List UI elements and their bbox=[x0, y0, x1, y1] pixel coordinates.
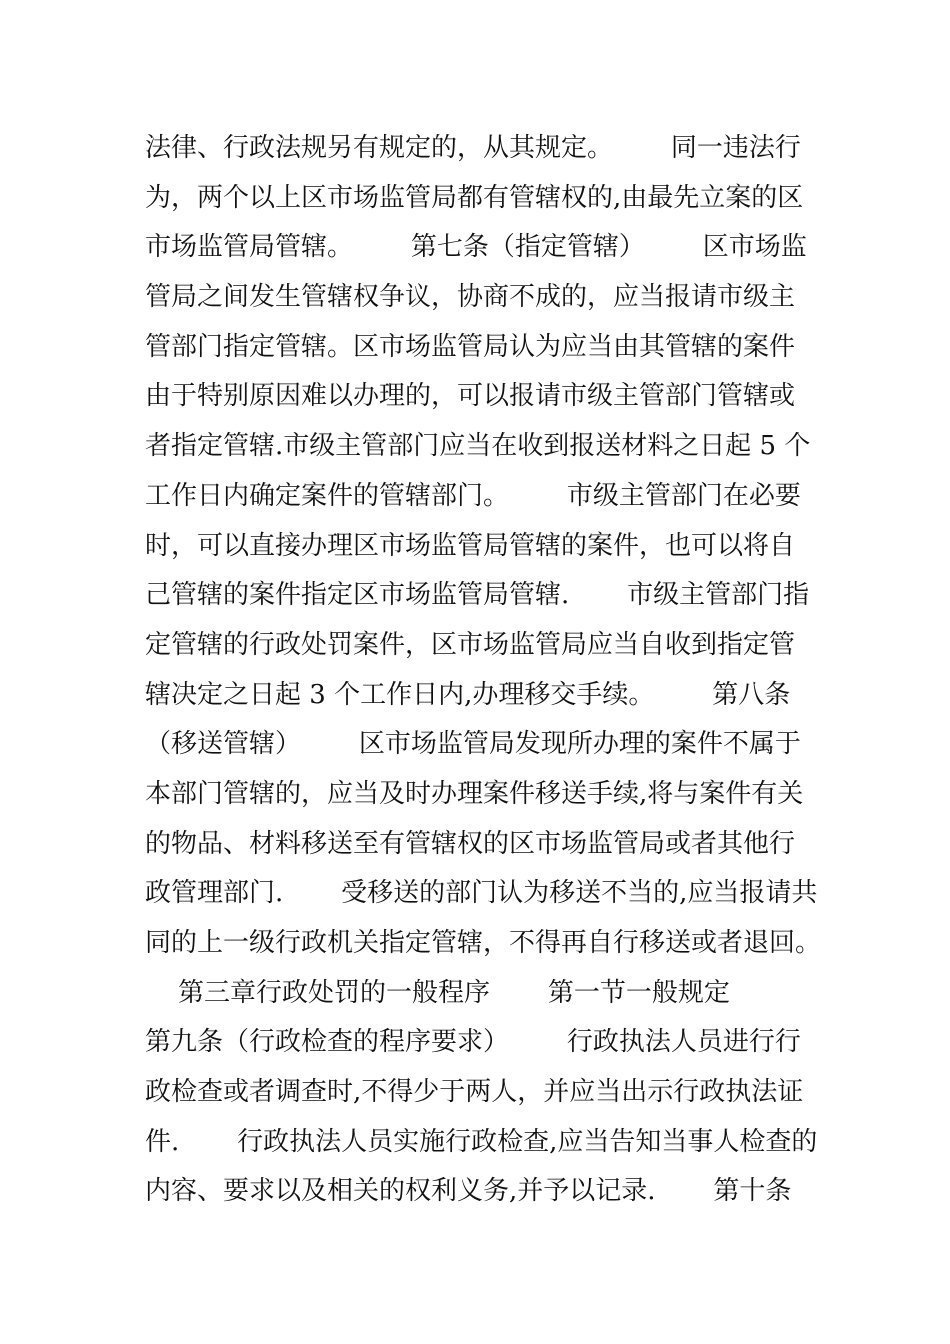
text-line: 市场监管局管辖。 第七条（指定管辖） 区市场监 bbox=[145, 232, 807, 263]
text-line: 同的上一级行政机关指定管辖，不得再自行移送或者退回。 bbox=[145, 928, 822, 958]
text-line: 由于特别原因难以办理的，可以报请市级主管部门管辖或 bbox=[145, 381, 796, 412]
text-line: 管局之间发生管辖权争议，协商不成的，应当报请市级主 bbox=[145, 282, 796, 313]
text-line: 第九条（行政检查的程序要求） 行政执法人员进行行 bbox=[145, 1027, 801, 1058]
text-line: 内容、要求以及相关的权利义务,并予以记录. 第十条 bbox=[145, 1176, 792, 1207]
text-line: （移送管辖） 区市场监管局发现所办理的案件不属于 bbox=[145, 729, 801, 760]
text-line: 政检查或者调查时,不得少于两人，并应当出示行政执法证 bbox=[145, 1077, 804, 1108]
text-line: 本部门管辖的，应当及时办理案件移送手续,将与案件有关 bbox=[145, 778, 804, 809]
text-line: 者指定管辖.市级主管部门应当在收到报送材料之日起 5 个 bbox=[145, 431, 811, 462]
text-line: 工作日内确定案件的管辖部门。 市级主管部门在必要 bbox=[145, 480, 801, 511]
text-line: 管部门指定管辖。区市场监管局认为应当由其管辖的案件 bbox=[145, 331, 796, 362]
chapter-heading-line: 第三章行政处罚的一般程序 第一节一般规定 bbox=[145, 977, 730, 1008]
text-line: 政管理部门. 受移送的部门认为移送不当的,应当报请共 bbox=[145, 878, 818, 909]
text-line: 定管辖的行政处罚案件，区市场监管局应当自收到指定管 bbox=[145, 629, 796, 660]
text-line: 的物品、材料移送至有管辖权的区市场监管局或者其他行 bbox=[145, 828, 796, 859]
text-line: 为，两个以上区市场监管局都有管辖权的,由最先立案的区 bbox=[145, 182, 804, 213]
text-line: 时，可以直接办理区市场监管局管辖的案件，也可以将自 bbox=[145, 530, 796, 561]
text-line: 件. 行政执法人员实施行政检查,应当告知当事人检查的 bbox=[145, 1126, 818, 1157]
text-line: 己管辖的案件指定区市场监管局管辖. 市级主管部门指 bbox=[145, 580, 810, 611]
body-text bbox=[145, 124, 825, 1217]
text-line: 辖决定之日起 3 个工作日内,办理移交手续。 第八条 bbox=[145, 679, 791, 710]
text-line: 法律、行政法规另有规定的，从其规定。 同一违法行 bbox=[145, 133, 801, 163]
